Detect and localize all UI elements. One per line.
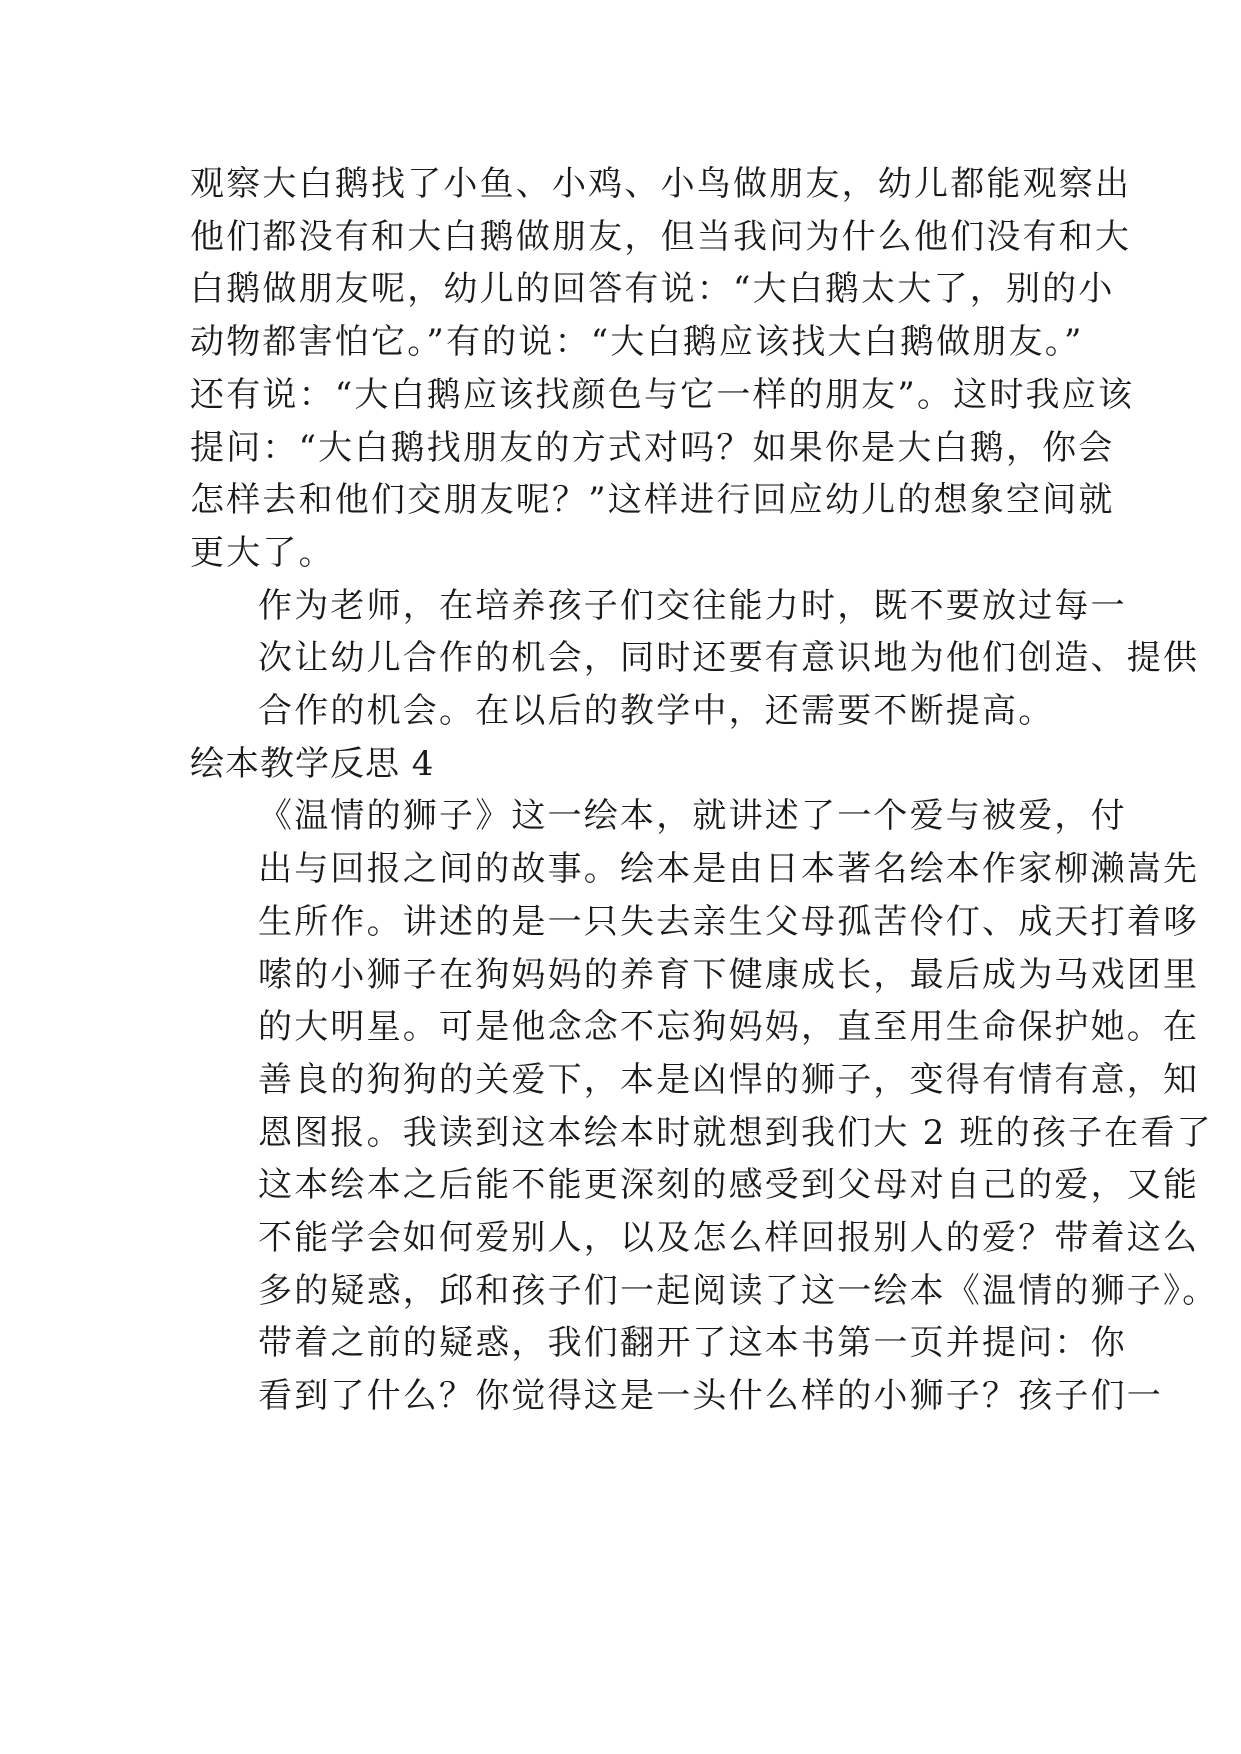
paragraph-goose-observation (190, 158, 1135, 580)
text-line: 次让幼儿合作的机会，同时还要有意识地为他们创造、提供 (258, 638, 1200, 679)
text-line: 多的疑惑，邱和孩子们一起阅读了这一绘本《温情的狮子》。 (258, 1270, 1219, 1311)
text-line: 的大明星。可是他念念不忘狗妈妈，直至用生命保护她。在 (258, 1007, 1200, 1048)
text-line: 看到了什么？你觉得这是一头什么样的小狮子？孩子们一 (258, 1376, 1163, 1417)
text-line: 动物都害怕它。”有的说：“大白鹅应该找大白鹅做朋友。” (190, 322, 1084, 363)
text-line: 嗦的小狮子在狗妈妈的养育下健康成长，最后成为马戏团里 (258, 954, 1200, 995)
text-line: 还有说：“大白鹅应该找颜色与它一样的朋友”。这时我应该 (190, 374, 1135, 415)
text-line: 作为老师，在培养孩子们交往能力时，既不要放过每一 (258, 585, 1127, 626)
paragraph-first-page (190, 1317, 1163, 1422)
heading-text: 绘本教学反思 4 (190, 743, 435, 784)
text-line: 不能学会如何爱别人，以及怎么样回报别人的爱？带着这么 (258, 1218, 1200, 1259)
text-line: 合作的机会。在以后的教学中，还需要不断提高。 (258, 691, 1055, 732)
text-line: 他们都没有和大白鹅做朋友，但当我问为什么他们没有和大 (190, 216, 1132, 257)
paragraph-lion-story (190, 790, 1219, 1317)
text-line: 怎样去和他们交朋友呢？”这样进行回应幼儿的想象空间就 (190, 480, 1115, 521)
text-line: 观察大白鹅找了小鱼、小鸡、小鸟做朋友，幼儿都能观察出 (190, 164, 1132, 204)
text-line: 提问：“大白鹅找朋友的方式对吗？如果你是大白鹅，你会 (190, 427, 1115, 468)
text-line: 《温情的狮子》这一绘本，就讲述了一个爱与被爱，付 (258, 796, 1127, 837)
text-line: 带着之前的疑惑，我们翻开了这本书第一页并提问：你 (258, 1323, 1127, 1364)
text-line: 生所作。讲述的是一只失去亲生父母孤苦伶仃、成天打着哆 (258, 901, 1200, 942)
text-line: 这本绘本之后能不能更深刻的感受到父母对自己的爱，又能 (258, 1165, 1200, 1206)
text-line: 更大了。 (190, 532, 335, 573)
section-heading (190, 738, 1070, 791)
text-line: 白鹅做朋友呢，幼儿的回答有说：“大白鹅太大了，别的小 (190, 269, 1115, 310)
text-line: 恩图报。我读到这本绘本时就想到我们大 2 班的孩子在看了 (258, 1112, 1213, 1153)
text-line: 出与回报之间的故事。绘本是由日本著名绘本作家柳濑嵩先 (258, 849, 1200, 890)
paragraph-teacher-reflection (190, 580, 1200, 738)
text-line: 善良的狗狗的关爱下，本是凶悍的狮子，变得有情有意，知 (258, 1059, 1200, 1100)
document-body (190, 158, 1219, 1423)
